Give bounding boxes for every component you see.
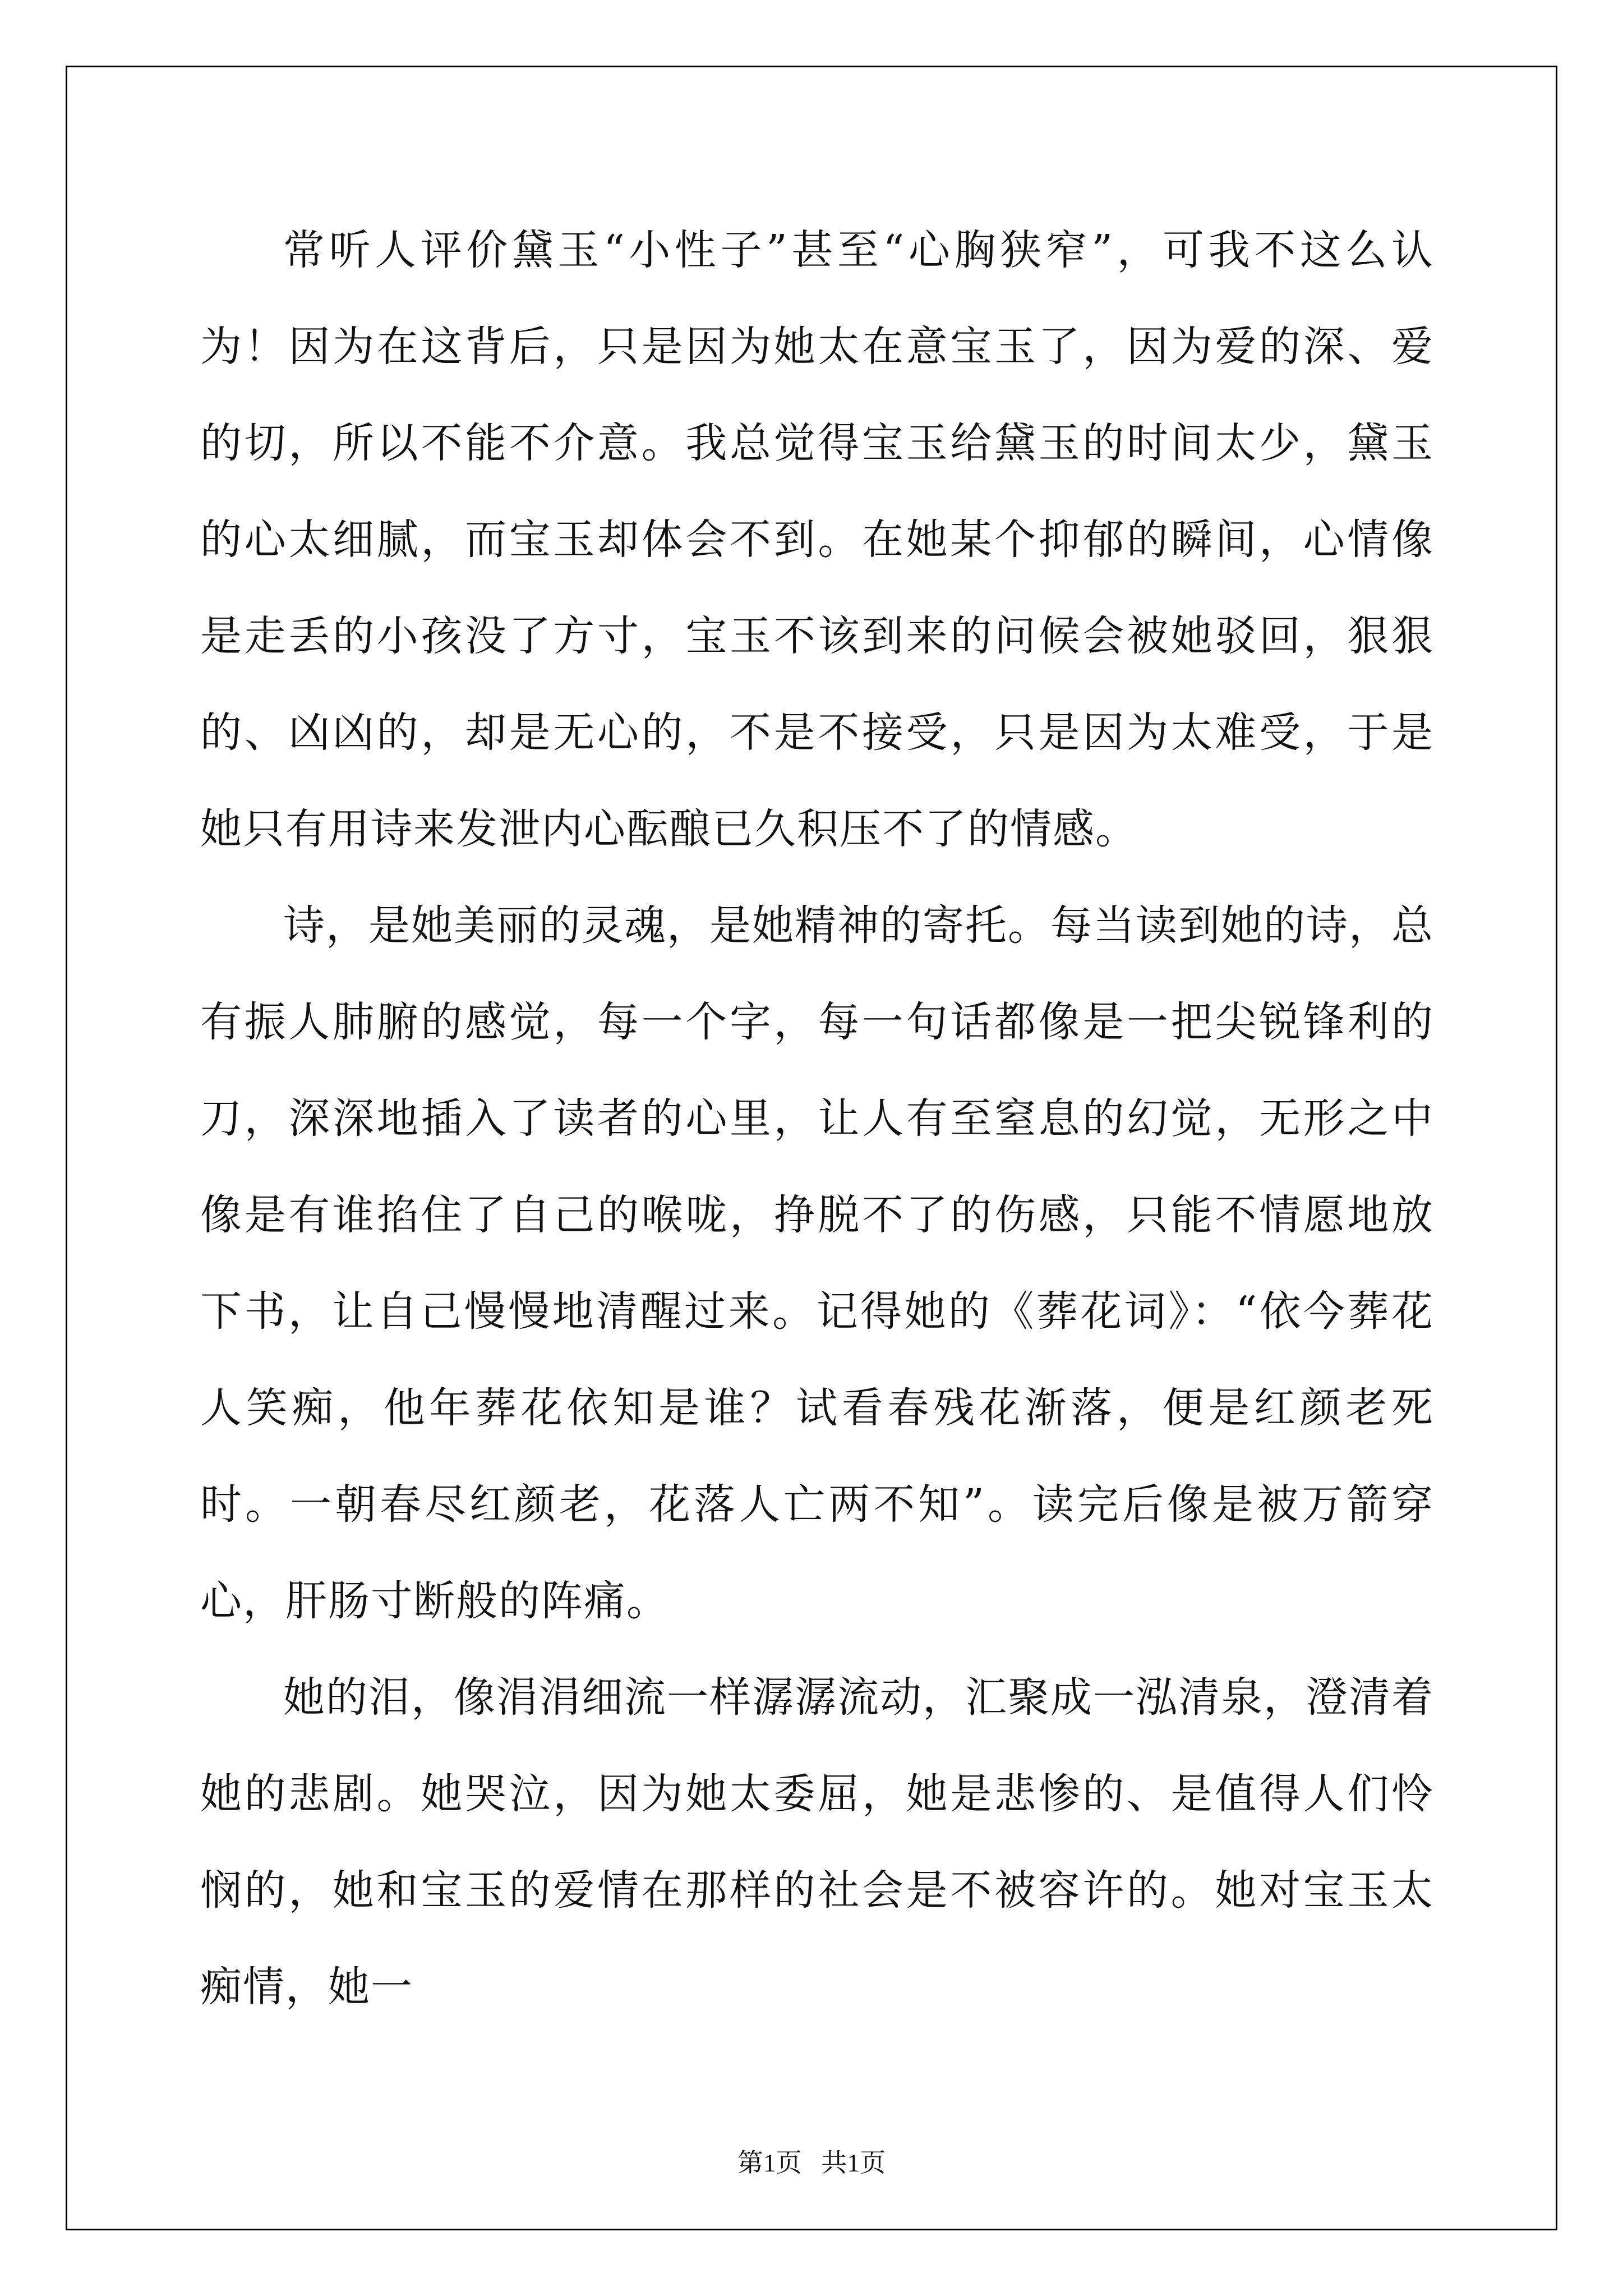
paragraph-1: 常听人评价黛玉“小性子”甚至“心胸狭窄”，可我不这么认为！因为在这背后，只是因为她太在意宝玉了，因为爱的深、爱的切，所以不能不介意。我总觉得宝玉给黛玉的时间太少，黛玉的心太细腻，而宝玉却体会不到。在她某个抑郁的瞬间，心情像是走丢的小孩没了方寸，宝玉不该到来的问候会被她驳回，狠狠的、凶凶的，却是无心的，不是不接受，只是因为太难受，于是她只有用诗来发泄内心酝酿已久积压不了的情感。 [200, 226, 1434, 853]
document-body [200, 202, 1434, 2035]
paragraph-3: 她的泪，像涓涓细流一样潺潺流动，汇聚成一泓清泉，澄清着她的悲剧。她哭泣，因为她太委屈，她是悲惨的、是值得人们怜悯的，她和宝玉的爱情在那样的社会是不被容许的。她对宝玉太痴情，她一 [200, 1673, 1434, 2011]
page-number: 第1页 [737, 2148, 802, 2177]
page-footer [0, 2146, 1623, 2180]
paragraph-2: 诗，是她美丽的灵魂，是她精神的寄托。每当读到她的诗，总有振人肺腑的感觉，每一个字，每一句话都像是一把尖锐锋利的刀，深深地插入了读者的心里，让人有至窒息的幻觉，无形之中像是有谁掐住了自己的喉咙，挣脱不了的伤感，只能不情愿地放下书，让自己慢慢地清醒过来。记得她的《葬花词》：“依今葬花人笑痴，他年葬花依知是谁？试看春残花渐落，便是红颜老死时。一朝春尽红颜老，花落人亡两不知”。读完后像是被万箭穿心，肝肠寸断般的阵痛。 [200, 901, 1434, 1625]
footer-gap [802, 2148, 822, 2177]
page-total: 共1页 [821, 2148, 886, 2177]
